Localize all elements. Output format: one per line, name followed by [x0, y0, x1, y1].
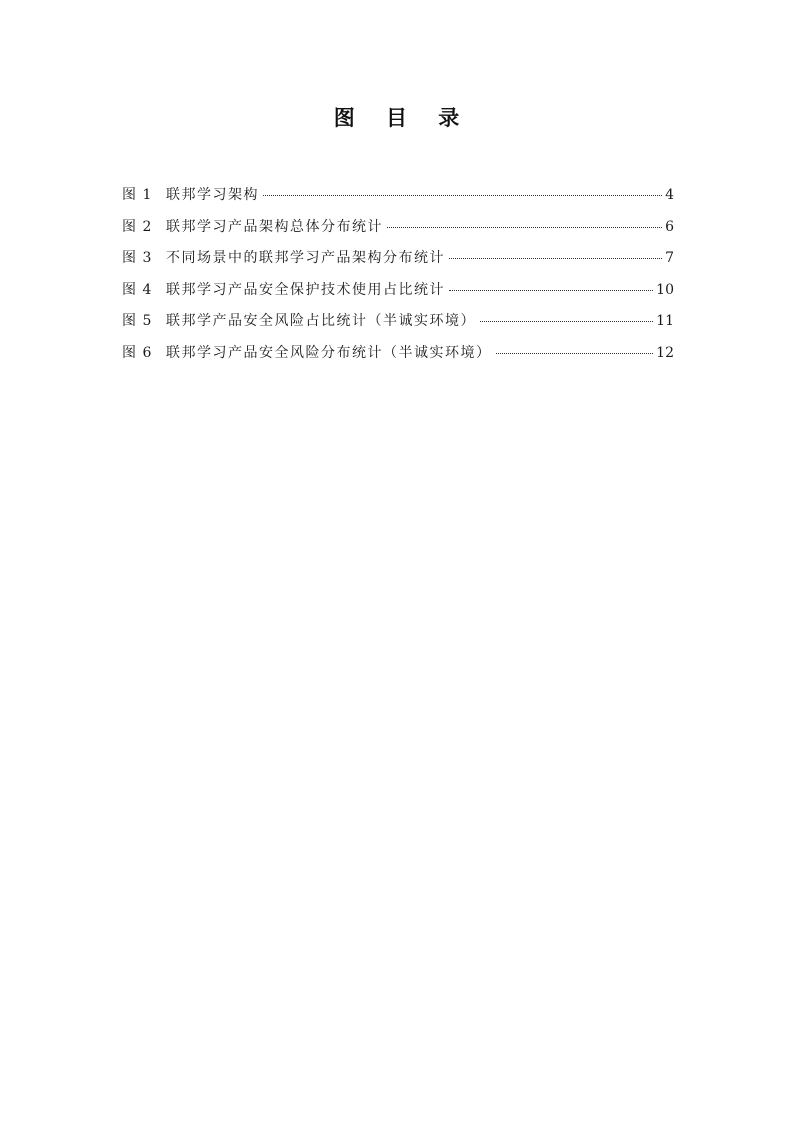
page-number: 6	[665, 218, 674, 235]
figure-label: 图 1	[122, 187, 153, 203]
toc-entry-4[interactable]	[122, 279, 674, 311]
figure-caption: 联邦学产品安全风险占比统计（半诚实环境）	[166, 313, 476, 329]
figure-label: 图 4	[122, 281, 153, 298]
figure-list	[122, 184, 674, 373]
dot-leader	[449, 290, 653, 291]
figure-caption: 联邦学习架构	[166, 187, 259, 203]
dot-leader	[263, 195, 662, 196]
figure-caption: 联邦学习产品安全风险分布统计（半诚实环境）	[166, 344, 492, 361]
page-number: 4	[665, 187, 674, 203]
dot-leader	[387, 227, 662, 228]
dot-leader	[449, 258, 662, 259]
figure-label: 图 5	[122, 313, 153, 329]
figure-label: 图 3	[122, 250, 153, 266]
toc-entry-5[interactable]	[122, 310, 674, 342]
page-number: 12	[656, 344, 674, 361]
figure-caption: 联邦学习产品架构总体分布统计	[166, 218, 383, 235]
dot-leader	[480, 321, 653, 322]
toc-entry-6[interactable]	[122, 342, 674, 374]
page-number: 11	[656, 313, 674, 329]
figure-caption: 不同场景中的联邦学习产品架构分布统计	[166, 250, 445, 266]
page-number: 7	[665, 250, 674, 266]
toc-entry-1[interactable]	[122, 184, 674, 216]
toc-entry-2[interactable]	[122, 216, 674, 248]
page-number: 10	[656, 281, 674, 298]
page-title: 图 目 录	[333, 106, 472, 130]
figure-label: 图 6	[122, 344, 153, 361]
figure-caption: 联邦学习产品安全保护技术使用占比统计	[166, 281, 445, 298]
toc-entry-3[interactable]	[122, 247, 674, 279]
dot-leader	[496, 353, 654, 354]
figure-label: 图 2	[122, 218, 153, 235]
